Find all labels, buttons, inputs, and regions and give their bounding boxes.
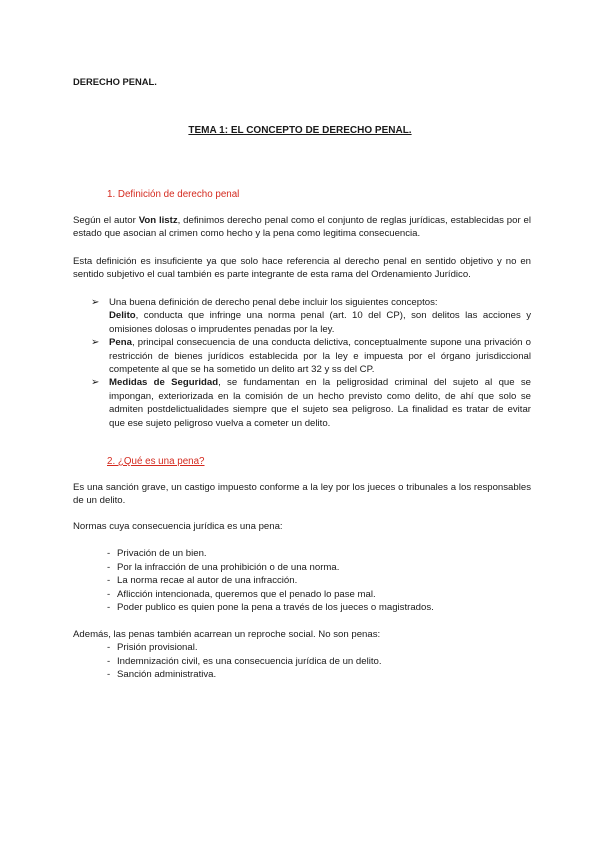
concepts-list [91,296,531,430]
section-2-heading: 2. ¿Qué es una pena? [107,456,205,467]
non-penalties-list [107,641,527,682]
document-label: DERECHO PENAL. [73,76,157,87]
term-delito: Delito [109,310,136,322]
term-pena: Pena [109,337,132,349]
dash-bullet: - [107,655,111,667]
list-item-text: Indemnización civil, es una consecuencia jurídica de un delito. [117,655,382,667]
list-item-text: Por la infracción de una prohibición o de una norma. [117,561,340,573]
term-definition: , conducta que infringe una norma penal (art. 10 del CP), son delitos las acciones y omisiones dolosas o imprudentes penadas por la ley. [109,310,531,335]
list-item [107,588,527,602]
list-item [107,655,527,669]
list-item-text: Prisión provisional. [117,642,198,653]
section-2-paragraph-1: Es una sanción grave, un castigo impuesto conforme a la ley por los jueces o tribunales a los responsables de un delito. [73,482,531,507]
list-item [107,561,527,575]
list-item [107,574,527,588]
dash-bullet: - [107,669,111,680]
list-item [107,668,527,682]
list-item [107,547,527,561]
section-2-paragraph-2: Normas cuya consecuencia jurídica es una pena: [73,521,283,532]
section-1-paragraph-2: Esta definición es insuficiente ya que solo hace referencia al derecho penal en sentido objetivo y no en sentido subjetivo el cual también es parte integrante de esta rama del Ordenamiento Jurídico. [73,256,531,281]
list-item-text: Aflicción intencionada, queremos que el penado lo pase mal. [117,588,376,600]
paragraph-text: , definimos derecho penal como el conjunto de reglas jurídicas, establecidas por el estado que asocian al crimen como hecho y la pena como legitima consecuencia. [73,215,531,240]
list-item [107,641,527,655]
arrow-bullet-icon: ➢ [91,377,100,389]
list-item [91,296,531,336]
list-item-intro: Una buena definición de derecho penal debe incluir los siguientes conceptos: [109,297,438,308]
list-item [91,336,531,376]
list-item-text: La norma recae al autor de una infracción. [117,575,298,586]
dash-bullet: - [107,602,111,613]
dash-bullet: - [107,548,111,559]
dash-bullet: - [107,561,111,573]
term-medidas-seguridad: Medidas de Seguridad [109,377,219,389]
section-1-heading: 1. Definición de derecho penal [107,189,240,200]
arrow-bullet-icon: ➢ [91,297,100,308]
term-definition: , se fundamentan en la peligrosidad criminal del sujeto al que se impongan, exteriorizada en la comisión de un hecho previsto como delito, de ahí que solo se admiten postdelictualidades siempre que el sujeto sea peligroso. La finalidad es tratar de evitar que ese sujeto peligroso vuelva a cometer un delito. [109,377,531,429]
list-item [91,376,531,430]
list-item-text: Sanción administrativa. [117,669,217,680]
norms-list [107,547,527,615]
arrow-bullet-icon: ➢ [91,337,100,349]
author-name: Von listz [138,215,178,226]
dash-bullet: - [107,588,111,600]
dash-bullet: - [107,642,111,653]
list-item-text: Privación de un bien. [117,548,207,559]
paragraph-text: Según el autor [73,215,139,226]
document-title: TEMA 1: EL CONCEPTO DE DERECHO PENAL. [188,125,412,136]
list-item [107,601,527,615]
section-1-paragraph-1 [73,214,531,241]
term-definition: , principal consecuencia de una conducta delictiva, conceptualmente supone una privación o restricción de bienes jurídicos establecida por la ley e impuesta por el órgano jurisdiccional competente al que se ha sometido un delito art 32 y ss del CP. [109,337,531,376]
list-item-text: Poder publico es quien pone la pena a través de los jueces o magistrados. [117,602,434,613]
section-2-paragraph-3: Además, las penas también acarrean un reproche social. No son penas: [73,629,381,640]
dash-bullet: - [107,575,111,586]
